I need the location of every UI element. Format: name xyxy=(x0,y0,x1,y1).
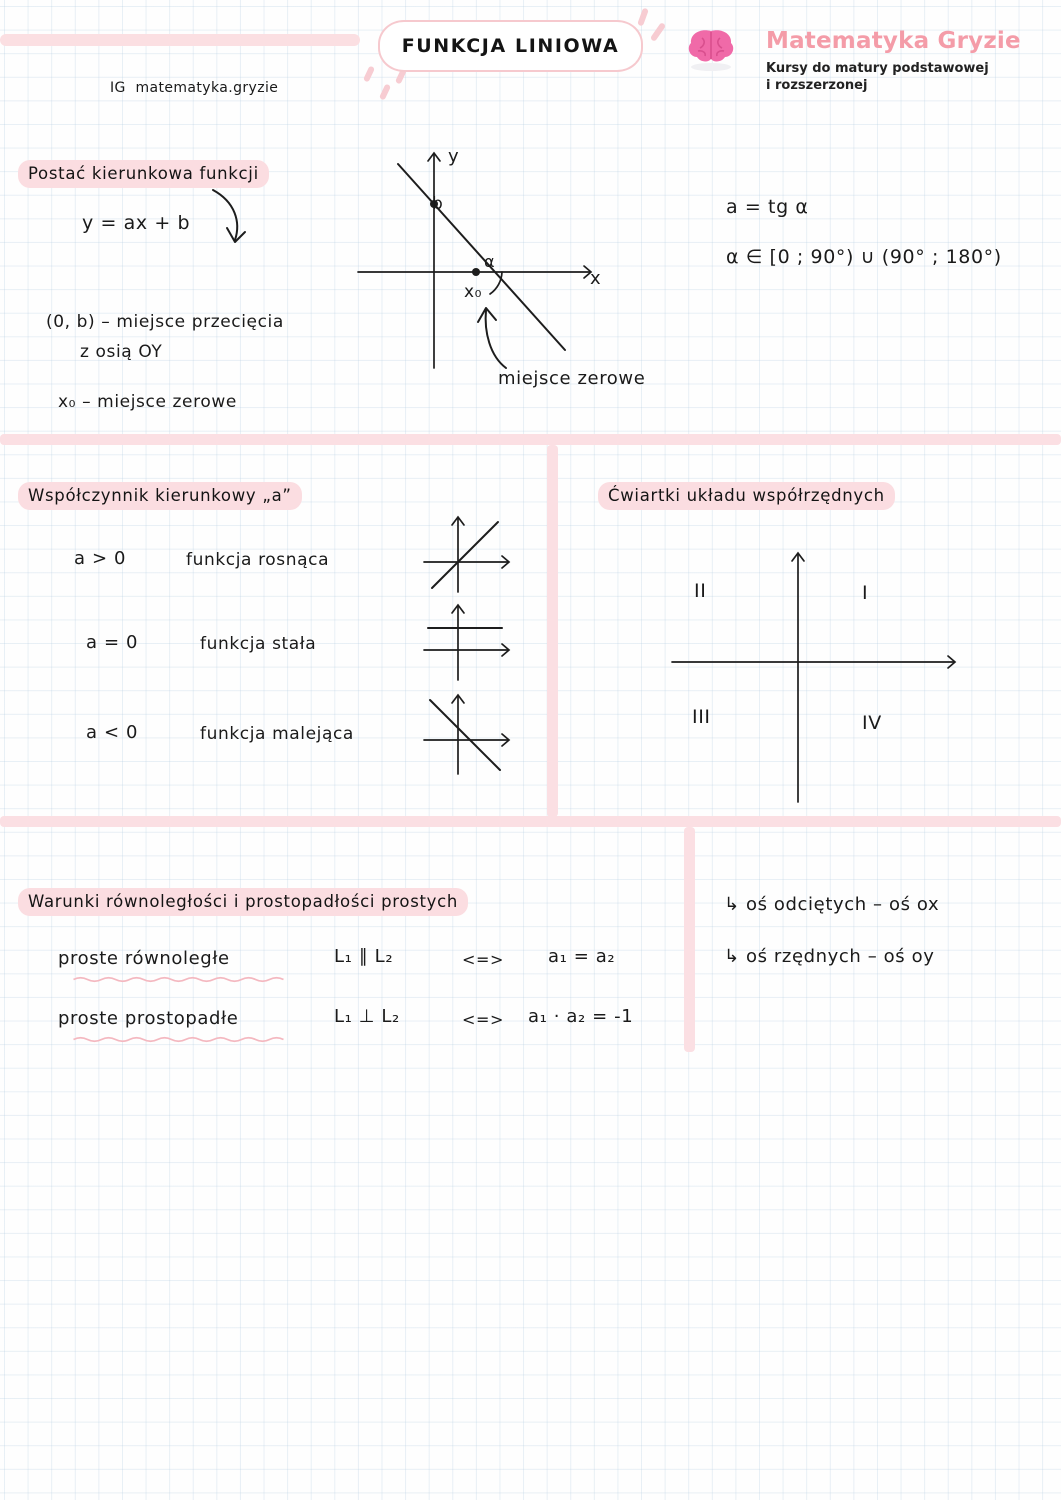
coefficient-desc-2: funkcja stała xyxy=(200,634,317,654)
brand-subtitle xyxy=(766,60,989,94)
arrow-to-zero-point xyxy=(470,300,530,370)
separator-vertical-2 xyxy=(684,827,695,1052)
graph-label-alpha: α xyxy=(484,252,496,271)
note-intersection-line2: z osią OY xyxy=(80,342,163,362)
perpendicular-symbol: L₁ ⊥ L₂ xyxy=(334,1006,400,1027)
mini-graph-increasing xyxy=(418,512,518,594)
mini-graph-constant xyxy=(418,600,518,682)
brand-title: Matematyka Gryzie xyxy=(766,28,1021,54)
header-pink-bar-left xyxy=(0,34,360,46)
graph-label-x: x xyxy=(590,268,602,289)
section-label-warunki: Warunki równoległości i prostopadłości prostych xyxy=(18,888,468,916)
brain-logo-icon xyxy=(684,26,738,72)
parallel-name: proste równoległe xyxy=(58,948,230,969)
perpendicular-condition: a₁ · a₂ = -1 xyxy=(528,1006,634,1027)
underline-wavy-parallel xyxy=(58,976,306,983)
graph-label-y: y xyxy=(448,146,460,167)
graph-label-x0: x₀ xyxy=(464,282,483,302)
sparkle-decoration xyxy=(363,65,375,82)
axis-note-rzednych: ↳ oś rzędnych – oś oy xyxy=(724,946,935,967)
section-label-postac-kierunkowa: Postać kierunkowa funkcji xyxy=(18,160,269,188)
graph-quadrants xyxy=(666,540,966,810)
section-label-cwiartki: Ćwiartki układu współrzędnych xyxy=(598,482,895,510)
sparkle-decoration xyxy=(650,22,666,42)
arrow-curve-to-formula xyxy=(205,188,275,263)
section-label-wspolczynnik: Współczynnik kierunkowy „a” xyxy=(18,482,302,510)
quadrant-label-3: III xyxy=(692,706,711,728)
formula-y-ax-b: y = ax + b xyxy=(82,212,191,234)
mini-graph-decreasing xyxy=(418,690,518,776)
instagram-handle: IG matematyka.gryzie xyxy=(110,80,279,96)
note-zero-point: x₀ – miejsce zerowe xyxy=(58,392,237,412)
page-title: FUNKCJA LINIOWA xyxy=(401,35,620,57)
sparkle-decoration xyxy=(379,83,391,100)
separator-horizontal-1 xyxy=(0,434,1061,445)
formula-a-tg-alpha: a = tg α xyxy=(726,196,809,218)
perpendicular-arrow: <=> xyxy=(462,1010,505,1029)
perpendicular-name: proste prostopadłe xyxy=(58,1008,239,1029)
note-intersection-line1: (0, b) – miejsce przecięcia xyxy=(46,312,284,332)
parallel-condition: a₁ = a₂ xyxy=(548,946,616,967)
graph-caption-miejsce-zerowe: miejsce zerowe xyxy=(498,368,646,389)
coefficient-condition-2: a = 0 xyxy=(86,632,139,653)
separator-horizontal-2 xyxy=(0,816,1061,827)
underline-wavy-perpendicular xyxy=(58,1036,306,1043)
parallel-arrow: <=> xyxy=(462,950,505,969)
quadrant-label-2: II xyxy=(694,580,707,602)
quadrant-label-1: I xyxy=(862,582,869,604)
axis-note-odcietych: ↳ oś odciętych – oś ox xyxy=(724,894,940,915)
coefficient-condition-3: a < 0 xyxy=(86,722,139,743)
coefficient-desc-3: funkcja malejąca xyxy=(200,724,354,744)
parallel-symbol: L₁ ∥ L₂ xyxy=(334,946,394,967)
graph-label-b: b xyxy=(432,194,444,214)
brand-subtitle-line1: Kursy do matury podstawowej xyxy=(766,61,989,76)
quadrant-label-4: IV xyxy=(862,712,882,734)
coefficient-condition-1: a > 0 xyxy=(74,548,127,569)
formula-alpha-range: α ∈ [0 ; 90°) ∪ (90° ; 180°) xyxy=(726,246,1002,268)
brand-subtitle-line2: i rozszerzonej xyxy=(766,78,868,93)
coefficient-desc-1: funkcja rosnąca xyxy=(186,550,330,570)
separator-vertical-1 xyxy=(547,445,558,817)
